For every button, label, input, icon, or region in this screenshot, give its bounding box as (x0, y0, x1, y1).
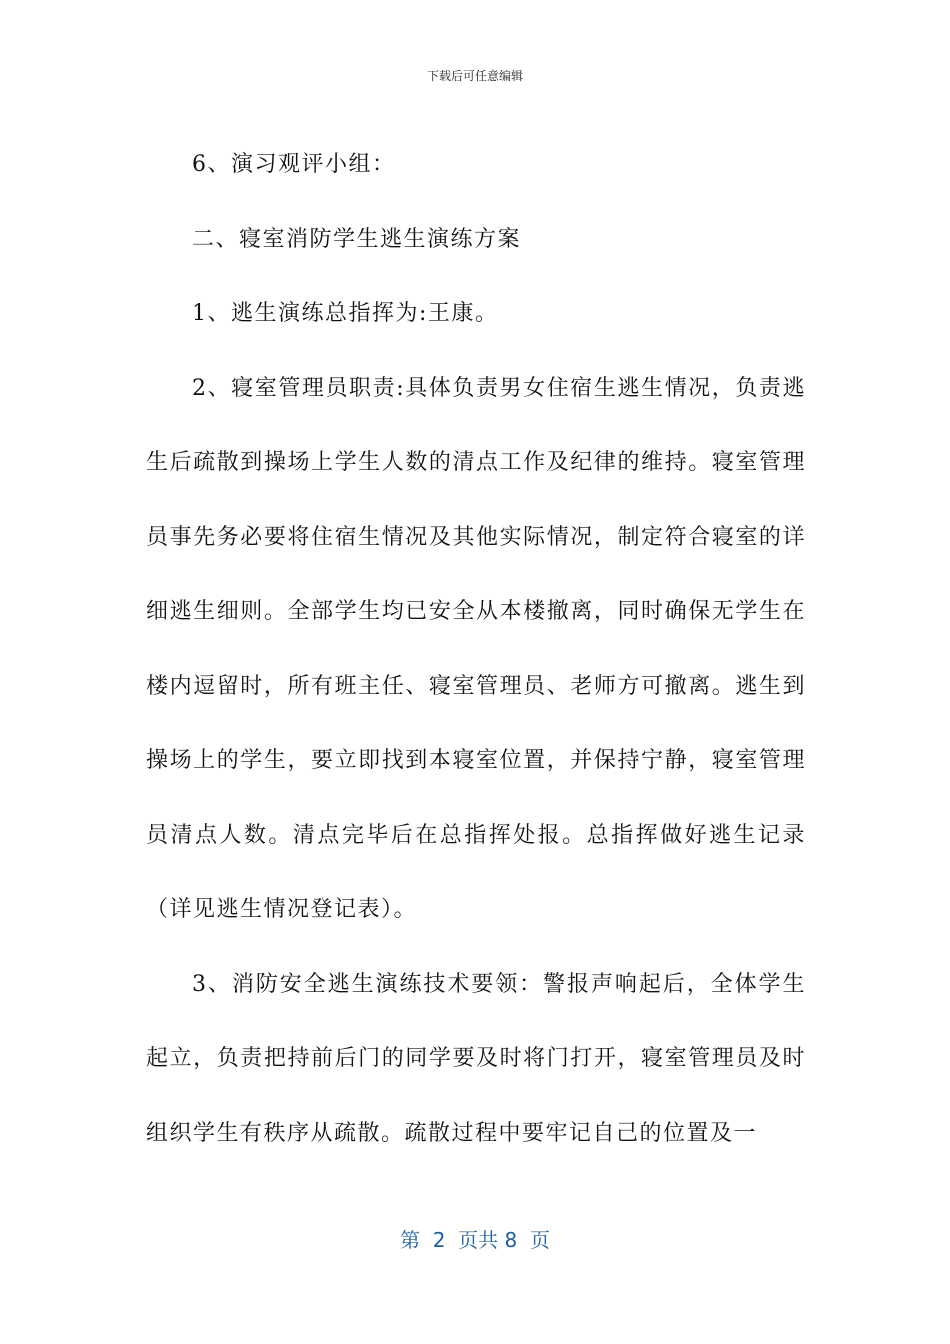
paragraph-commander: 1、逃生演练总指挥为:王康。 (192, 301, 499, 326)
section-heading-dorm-escape-plan: 二、寝室消防学生逃生演练方案 (192, 226, 522, 252)
paragraph-dorm-manager-duties: 2、寝室管理员职责:具体负责男女住宿生逃生情况，负责逃生后疏散到操场上学生人数的清点工作及纪律的维持。寝室管理员事先务必要将住宿生情况及其他实际情况，制定符合寝室的详细逃生细则。全部学生均已安全从本楼撤离，同时确保无学生在楼内逗留时，所有班主任、寝室管理员、老师方可撤离。逃生到操场上的学生，要立即找到本寝室位置，并保持宁静，寝室管理员清点人数。清点完毕后在总指挥处报。总指挥做好逃生记录（详见逃生情况登记表）。 (146, 375, 806, 922)
document-body (146, 128, 806, 1171)
page-number-footer: 第 2 页共 8 页 (400, 1228, 550, 1252)
header-note: 下载后可任意编辑 (426, 69, 523, 83)
paragraph-technical-essentials: 3、消防安全逃生演练技术要领：警报声响起后，全体学生起立，负责把持前后门的同学要及时将门打开，寝室管理员及时组织学生有秩序从疏散。疏散过程中要牢记自己的位置及一 (146, 971, 806, 1146)
paragraph-drill-review-group: 6、演习观评小组： (192, 152, 396, 177)
